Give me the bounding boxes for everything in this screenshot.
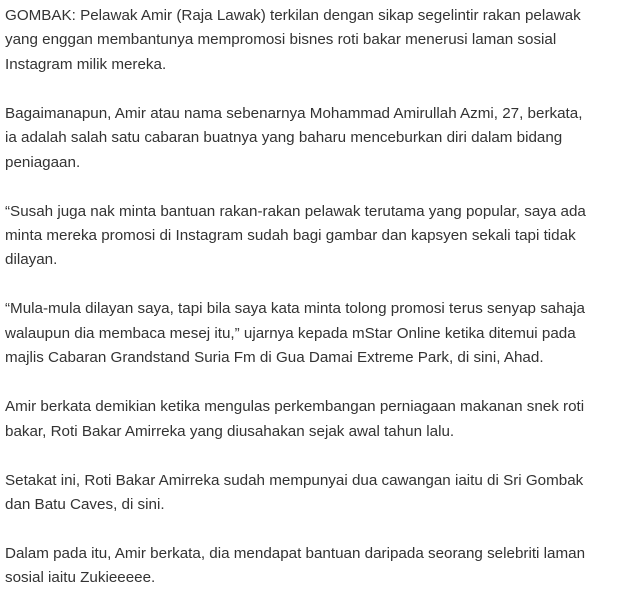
paragraph-2: Bagaimanapun, Amir atau nama sebenarnya Mohammad Amirullah Azmi, 27, berkata, ia adalah salah satu cabaran buatnya yang baharu menceburkan diri dalam bidang peniagaan. xyxy=(5,104,583,171)
paragraph-6: Setakat ini, Roti Bakar Amirreka sudah mempunyai dua cawangan iaitu di Sri Gombak dan Batu Caves, di sini. xyxy=(5,471,584,514)
paragraph-4: “Mula-mula dilayan saya, tapi bila saya kata minta tolong promosi terus senyap sahaja walaupun dia membaca mesej itu,” ujarnya kepada mStar Online ketika ditemui pada majlis Cabaran Grandstand Suria Fm di Gua Damai Extreme Park, di sini, Ahad. xyxy=(5,300,585,367)
paragraph-1: GOMBAK: Pelawak Amir (Raja Lawak) terkilan dengan sikap segelintir rakan pelawak yang enggan membantunya mempromosi bisnes roti bakar menerusi laman sosial Instagram milik mereka. xyxy=(5,7,581,73)
paragraph-3: “Susah juga nak minta bantuan rakan-rakan pelawak terutama yang popular, saya ada minta mereka promosi di Instagram sudah bagi gambar dan kapsyen sekali tapi tidak dilayan. xyxy=(5,202,586,269)
paragraph-5: Amir berkata demikian ketika mengulas perkembangan perniagaan makanan snek roti bakar, Roti Bakar Amirreka yang diusahakan sejak awal tahun lalu. xyxy=(5,398,585,440)
paragraph-7: Dalam pada itu, Amir berkata, dia mendapat bantuan daripada seorang selebriti laman sosial iaitu Zukieeeee. xyxy=(5,545,586,587)
